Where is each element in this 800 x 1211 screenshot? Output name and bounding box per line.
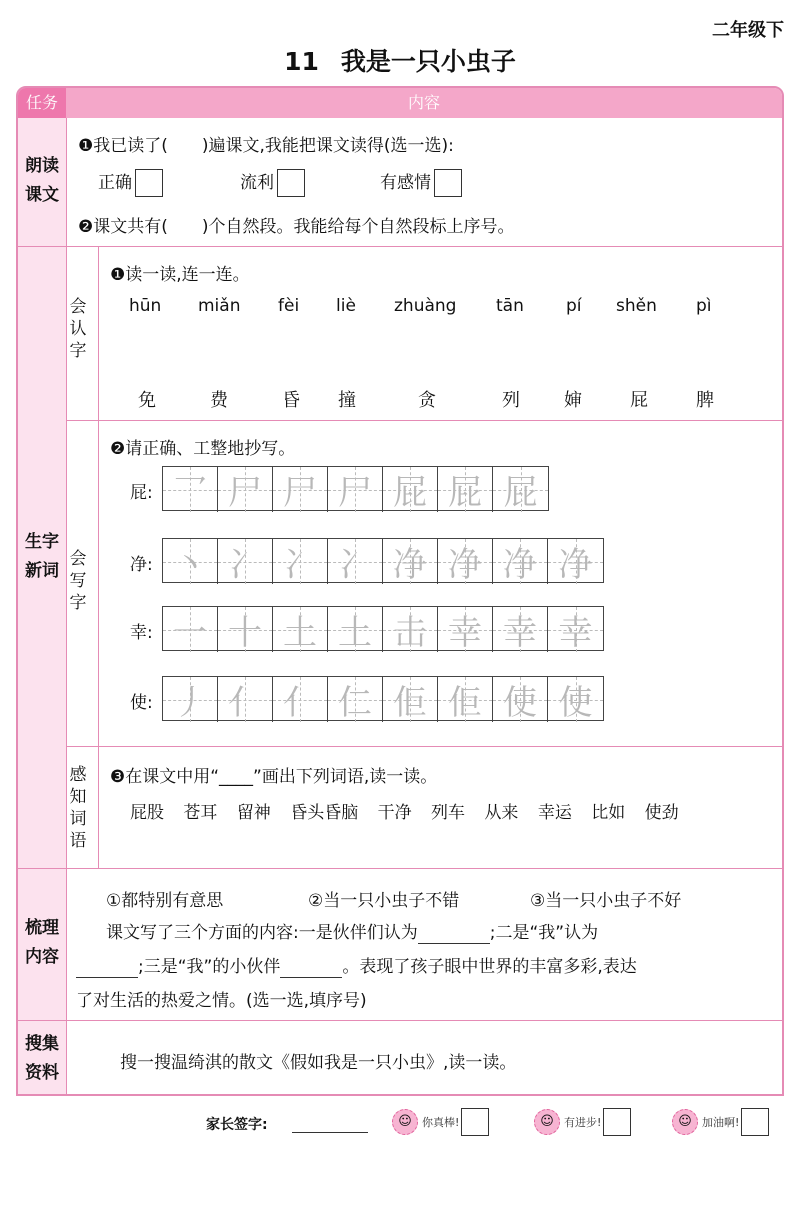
option-fluent: [240, 168, 305, 197]
practice-cell[interactable]: [328, 607, 383, 652]
answer-blank[interactable]: [418, 923, 490, 944]
row-divider: [18, 1020, 782, 1021]
stroke-guide: 一: [173, 613, 207, 653]
recognize-label: 会认字: [69, 297, 87, 361]
stroke-guide: 净: [558, 545, 593, 585]
practice-char-label: 净:: [130, 555, 153, 575]
practice-cell[interactable]: [218, 539, 273, 584]
stroke-guide: 十: [228, 613, 262, 653]
collect-label-line1: 搜集: [25, 1034, 59, 1054]
badge-label: 加油啊!: [702, 1116, 740, 1129]
stroke-guide: 尸: [228, 473, 262, 513]
stroke-guide: 屁: [448, 473, 482, 513]
practice-grid: [162, 606, 604, 651]
practice-char-label: 使:: [130, 693, 153, 713]
hanzi-item: 免: [138, 390, 156, 411]
summary-text: ;二是“我”认为: [489, 923, 599, 943]
row-divider: [18, 868, 782, 869]
badge-cheer: [672, 1108, 769, 1136]
lesson-number: 11: [284, 47, 319, 76]
pinyin-item: hūn: [129, 296, 162, 316]
recognize-question: ❶读一读,连一连。: [110, 265, 250, 285]
reading-label-line1: 朗读: [25, 156, 59, 176]
stroke-guide: 击: [393, 613, 427, 653]
reading-question-2: ❷课文共有( )个自然段。我能给每个自然段标上序号。: [78, 217, 515, 237]
summary-label-line1: 梳理: [25, 918, 59, 938]
sun-face-icon: ☺: [392, 1109, 418, 1135]
practice-cell[interactable]: [438, 677, 493, 722]
practice-cell[interactable]: [438, 467, 493, 512]
summary-text: ;三是“我”的小伙伴: [138, 957, 281, 977]
practice-cell[interactable]: [328, 467, 383, 512]
reading-label: [18, 152, 66, 210]
hanzi-item: 贪: [418, 390, 436, 411]
summary-line-1: [106, 918, 598, 944]
checkbox[interactable]: [135, 169, 163, 197]
badge-checkbox[interactable]: [461, 1108, 489, 1136]
summary-label: [18, 914, 66, 972]
pinyin-item: pì: [696, 296, 712, 316]
pinyin-item: miǎn: [198, 296, 241, 316]
word-item: 从来: [484, 803, 519, 823]
header-content: 内容: [407, 93, 440, 112]
pinyin-item: fèi: [278, 296, 300, 316]
summary-label-line2: 内容: [25, 947, 59, 967]
hanzi-item: 屁: [630, 390, 648, 411]
collect-text: 搜一搜温绮淇的散文《假如我是一只小虫》,读一读。: [120, 1053, 517, 1073]
stroke-guide: 冫: [338, 545, 372, 585]
word-item: 比如: [591, 803, 626, 823]
word-item: 列车: [431, 803, 466, 823]
badge-label: 你真棒!: [422, 1116, 460, 1129]
summary-option-3: ③当一只小虫子不好: [530, 891, 682, 911]
row-divider: [66, 746, 782, 747]
stroke-guide: 净: [448, 545, 482, 585]
practice-grid: [162, 466, 549, 511]
practice-cell[interactable]: [383, 607, 438, 652]
practice-cell[interactable]: [438, 607, 493, 652]
option-label: 有感情: [380, 173, 431, 193]
collect-label: [18, 1030, 66, 1088]
hanzi-item: 撞: [338, 390, 356, 411]
vocab-label-line1: 生字: [25, 532, 59, 552]
practice-cell[interactable]: [273, 467, 328, 512]
vocab-label-line2: 新词: [25, 561, 59, 581]
stroke-guide: 丶: [173, 545, 207, 585]
practice-cell[interactable]: [438, 539, 493, 584]
reading-label-line2: 课文: [25, 185, 59, 205]
checkbox[interactable]: [277, 169, 305, 197]
summary-line-3: 了对生活的热爱之情。(选一选,填序号): [76, 991, 367, 1011]
stroke-guide: 亻: [283, 683, 317, 723]
option-label: 正确: [98, 173, 132, 193]
badge-label: 有进步!: [564, 1116, 602, 1129]
hanzi-item: 婶: [564, 390, 582, 411]
grade-label: 二年级下: [712, 20, 784, 41]
word-item: 留神: [236, 803, 271, 823]
badge-great: [392, 1108, 489, 1136]
practice-cell[interactable]: [273, 539, 328, 584]
practice-cell[interactable]: [383, 677, 438, 722]
practice-cell[interactable]: [218, 467, 273, 512]
pinyin-item: tān: [496, 296, 524, 316]
practice-cell[interactable]: [493, 677, 548, 722]
pinyin-item: pí: [566, 296, 582, 316]
reading-question-1: ❶我已读了( )遍课文,我能把课文读得(选一选):: [78, 136, 454, 156]
hanzi-item: 费: [210, 390, 228, 411]
stroke-guide: 冫: [228, 545, 262, 585]
answer-blank[interactable]: [76, 957, 138, 978]
stroke-guide: 冫: [283, 545, 317, 585]
word-item: 昏头昏脑: [290, 803, 359, 823]
word-item: 幸运: [537, 803, 572, 823]
summary-text: 。表现了孩子眼中世界的丰富多彩,表达: [342, 957, 637, 977]
option-label: 流利: [240, 173, 274, 193]
header-task: 任务: [18, 88, 66, 118]
word-item: 苍耳: [183, 803, 218, 823]
badge-checkbox[interactable]: [603, 1108, 631, 1136]
stroke-guide: 使: [558, 683, 593, 723]
sun-face-icon: ☺: [672, 1109, 698, 1135]
practice-grid: [162, 538, 604, 583]
write-label: 会写字: [69, 549, 87, 613]
practice-cell[interactable]: [218, 607, 273, 652]
practice-cell[interactable]: [548, 677, 603, 722]
practice-cell[interactable]: [328, 677, 383, 722]
checkbox[interactable]: [434, 169, 462, 197]
practice-cell[interactable]: [163, 467, 218, 512]
practice-char-label: 幸:: [130, 623, 153, 643]
practice-cell[interactable]: [328, 539, 383, 584]
col-divider: [98, 246, 99, 868]
practice-cell[interactable]: [163, 677, 218, 722]
row-divider: [18, 246, 782, 247]
stroke-guide: 土: [283, 613, 317, 653]
practice-grid: [162, 676, 604, 721]
sun-face-icon: ☺: [534, 1109, 560, 1135]
practice-cell[interactable]: [163, 539, 218, 584]
hanzi-item: 脾: [696, 390, 714, 411]
stroke-guide: 净: [393, 545, 427, 585]
practice-cell[interactable]: [218, 677, 273, 722]
stroke-guide: 亻: [228, 683, 262, 723]
stroke-guide: 尸: [283, 473, 317, 513]
stroke-guide: 屁: [393, 473, 427, 513]
signature-line[interactable]: [292, 1132, 368, 1133]
stroke-guide: 丿: [173, 683, 207, 723]
row-divider: [66, 420, 782, 421]
summary-option-1: ①都特别有意思: [106, 891, 224, 911]
stroke-guide: 幸: [558, 613, 593, 653]
practice-char-label: 屁:: [130, 483, 153, 503]
practice-cell[interactable]: [383, 539, 438, 584]
words-question: ❸在课文中用“____”画出下列词语,读一读。: [110, 767, 438, 787]
practice-cell[interactable]: [493, 607, 548, 652]
pinyin-item: zhuàng: [394, 296, 457, 316]
option-correct: [98, 168, 163, 197]
practice-cell[interactable]: [273, 677, 328, 722]
practice-cell[interactable]: [548, 607, 603, 652]
stroke-guide: 佢: [448, 683, 482, 723]
answer-blank[interactable]: [280, 957, 342, 978]
badge-progress: [534, 1108, 631, 1136]
stroke-guide: 佢: [393, 683, 427, 723]
hanzi-item: 昏: [282, 390, 300, 411]
word-item: 干净: [377, 803, 412, 823]
write-question: ❷请正确、工整地抄写。: [110, 439, 296, 459]
words-list: [130, 796, 770, 830]
stroke-guide: 乛: [173, 473, 207, 513]
summary-text: 课文写了三个方面的内容:一是伙伴们认为: [106, 923, 418, 943]
stroke-guide: 净: [503, 545, 537, 585]
practice-cell[interactable]: [383, 467, 438, 512]
signature-label: 家长签字:: [206, 1117, 268, 1133]
words-label: 感知词语: [69, 765, 87, 851]
collect-label-line2: 资料: [25, 1063, 59, 1083]
stroke-guide: 屁: [503, 473, 538, 513]
summary-option-2: ②当一只小虫子不错: [308, 891, 460, 911]
stroke-guide: 使: [503, 683, 537, 723]
summary-line-2: [76, 952, 637, 978]
stroke-guide: 尸: [338, 473, 372, 513]
practice-cell[interactable]: [273, 607, 328, 652]
hanzi-item: 列: [502, 390, 520, 411]
word-item: 使劲: [644, 803, 679, 823]
practice-cell[interactable]: [493, 467, 548, 512]
option-emotion: [380, 168, 462, 197]
stroke-guide: 幸: [448, 613, 482, 653]
practice-cell[interactable]: [548, 539, 603, 584]
practice-cell[interactable]: [493, 539, 548, 584]
practice-cell[interactable]: [163, 607, 218, 652]
stroke-guide: 幸: [503, 613, 537, 653]
pinyin-item: shěn: [616, 296, 657, 316]
stroke-guide: 仁: [338, 683, 372, 723]
vocab-label: [18, 528, 66, 586]
stroke-guide: 土: [338, 613, 372, 653]
worksheet-table: [16, 86, 784, 1096]
lesson-title: 我是一只小虫子: [340, 47, 516, 76]
page-title: [0, 42, 800, 78]
pinyin-item: liè: [336, 296, 356, 316]
word-item: 屁股: [130, 803, 164, 823]
badge-checkbox[interactable]: [741, 1108, 769, 1136]
